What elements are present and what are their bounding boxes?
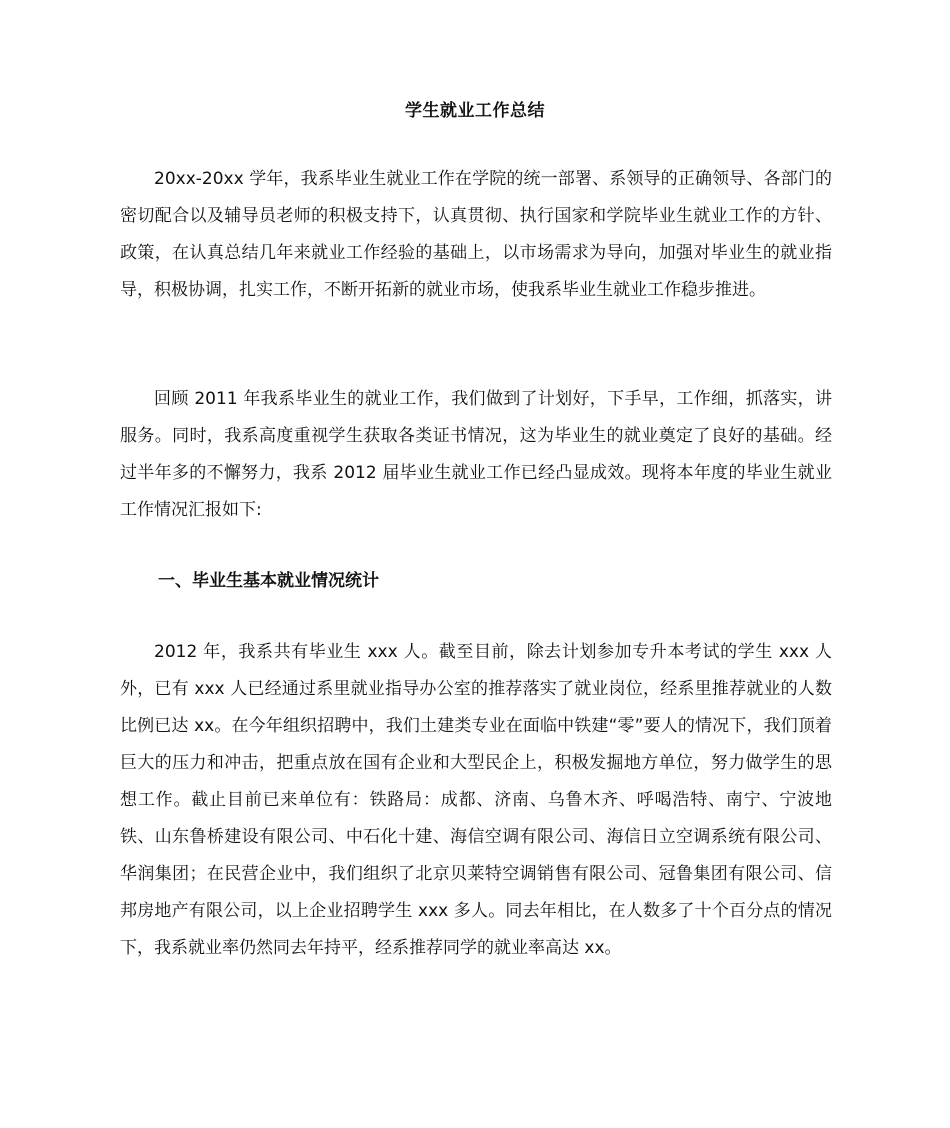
paragraph-review: 回顾 2011 年我系毕业生的就业工作，我们做到了计划好，下手早，工作细，抓落实，讲服务。同时，我系高度重视学生获取各类证书情况，这为毕业生的就业奠定了良好的基础。经过半年多的不懈努力，我系 2012 届毕业生就业工作已经凸显成效。现将本年度的毕业生就业工作情况汇报如下: <box>120 389 832 520</box>
document-title: 学生就业工作总结 <box>405 101 545 121</box>
paragraph-intro: 20xx-20xx 学年，我系毕业生就业工作在学院的统一部署、系领导的正确领导、各部门的密切配合以及辅导员老师的积极支持下，认真贯彻、执行国家和学院毕业生就业工作的方针、政策，在认真总结几年来就业工作经验的基础上，以市场需求为导向，加强对毕业生的就业指导，积极协调，扎实工作，不断开拓新的就业市场，使我系毕业生就业工作稳步推进。 <box>120 169 832 300</box>
paragraph-statistics: 2012 年，我系共有毕业生 xxx 人。截至目前，除去计划参加专升本考试的学生 xxx 人外，已有 xxx 人已经通过系里就业指导办公室的推荐落实了就业岗位，经系里推荐就业的人数比例已达 xx。在今年组织招聘中，我们土建类专业在面临中铁建“零”要人的情况下，我们顶着巨大的压力和冲击，把重点放在国有企业和大型民企上，积极发掘地方单位，努力做学生的思想工作。截止目前已来单位有：铁路局：成都、济南、乌鲁木齐、呼喝浩特、南宁、宁波地铁、山东鲁桥建设有限公司、中石化十建、海信空调有限公司、海信日立空调系统有限公司、华润集团；在民营企业中，我们组织了北京贝莱特空调销售有限公司、冠鲁集团有限公司、信邦房地产有限公司，以上企业招聘学生 xxx 多人。同去年相比，在人数多了十个百分点的情况下，我系就业率仍然同去年持平，经系推荐同学的就业率高达 xx。 <box>120 642 832 958</box>
section-heading: 一、毕业生基本就业情况统计 <box>158 571 379 591</box>
